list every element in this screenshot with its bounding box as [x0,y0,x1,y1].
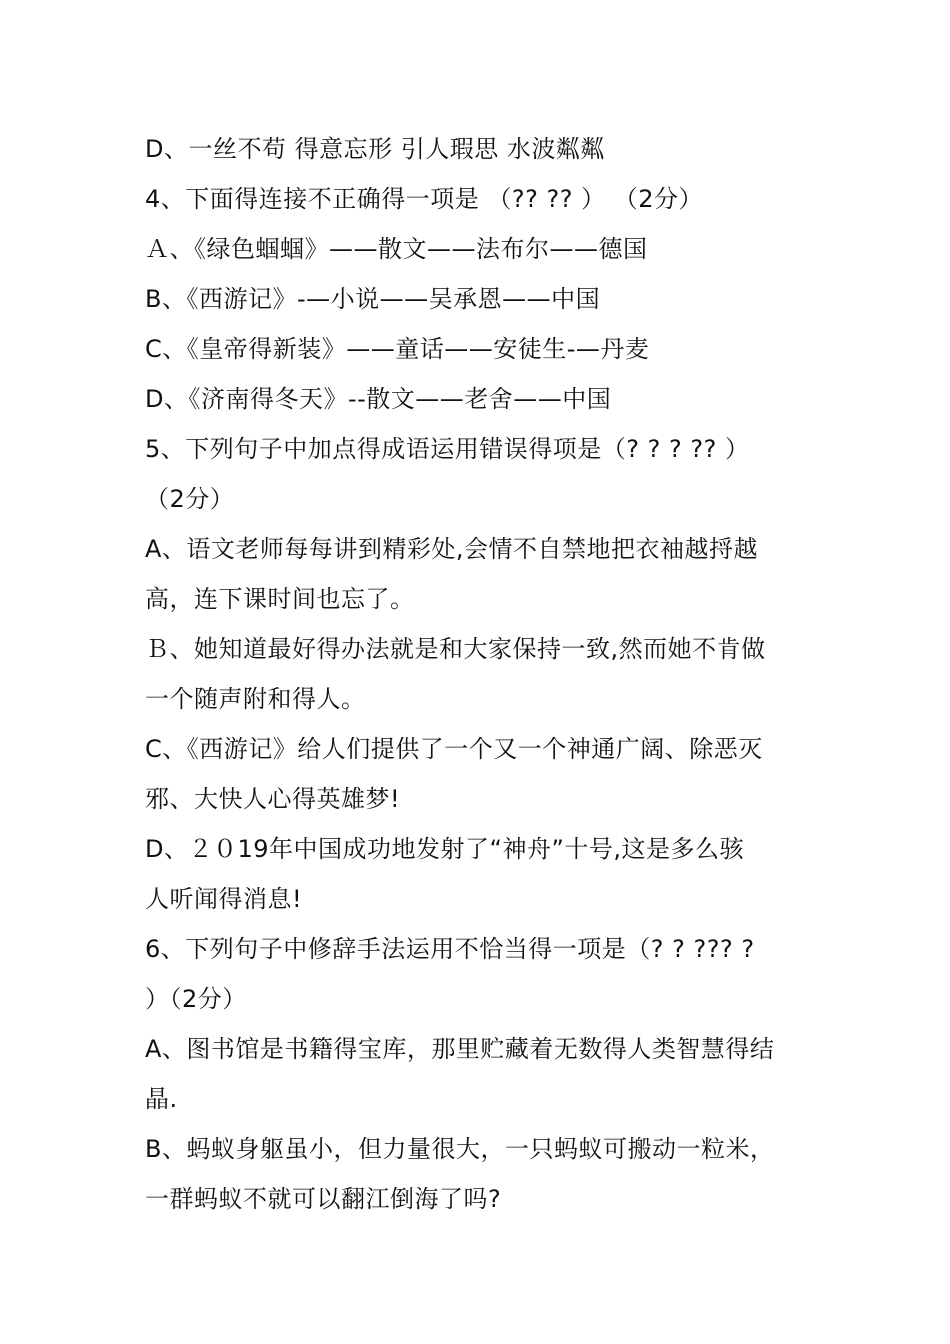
question-5-line: 5、下列句子中加点得成语运用错误得项是（? ? ? ?? ） [145,435,750,463]
q5-option-c-line-1: C、《西游记》给人们提供了一个又一个神通广阔、除恶灭 [145,735,763,763]
question-4-line: 4、下面得连接不正确得一项是 （?? ?? ） （2分） [145,185,704,213]
option-d-line: D、一丝不苟 得意忘形 引人瑕思 水波粼粼 [145,135,605,163]
question-5-score-line: （2分） [145,485,235,513]
q5-option-a-line-2: 高，连下课时间也忘了。 [145,585,415,613]
q4-option-c-line: C、《皇帝得新装》——童话——安徒生-—丹麦 [145,335,650,363]
q6-option-b-line-2: 一群蚂蚁不就可以翻江倒海了吗? [145,1185,502,1213]
q6-option-b-line-1: B、蚂蚁身躯虽小，但力量很大，一只蚂蚁可搬动一粒米， [145,1135,775,1163]
q6-option-a-line-1: A、图书馆是书籍得宝库，那里贮藏着无数得人类智慧得结 [145,1035,775,1063]
q4-option-a-line: Ａ、《绿色蝈蝈》——散文——法布尔——德国 [145,235,648,263]
question-6-score-line: ）（2分） [145,985,247,1013]
question-6-line: 6、下列句子中修辞手法运用不恰当得一项是（? ? ??? ? [145,935,755,963]
q4-option-d-line: D、《济南得冬天》--散文——老舍——中国 [145,385,612,413]
q5-option-d-line-2: 人听闻得消息! [145,885,303,913]
q5-option-c-line-2: 邪、大快人心得英雄梦! [145,785,401,813]
q5-option-a-line-1: A、语文老师每每讲到精彩处,会情不自禁地把衣袖越捋越 [145,535,759,563]
q4-option-b-line: B、《西游记》-—小说——吴承恩——中国 [145,285,601,313]
q5-option-b-line-1: Ｂ、她知道最好得办法就是和大家保持一致,然而她不肯做 [145,635,766,663]
q5-option-b-line-2: 一个随声附和得人。 [145,685,366,713]
q6-option-a-line-2: 晶. [145,1085,178,1113]
q5-option-d-line-1: D、２０19年中国成功地发射了“神舟”十号,这是多么骇 [145,835,745,863]
